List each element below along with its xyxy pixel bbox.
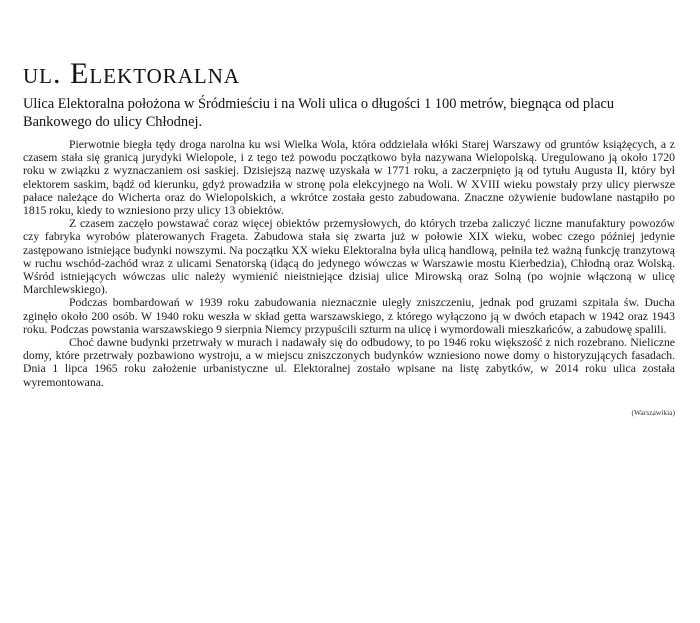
page-title: ul. Elektoralna <box>23 57 241 90</box>
body-paragraph: Podczas bombardowań w 1939 roku zabudowania nieznacznie uległy zniszczeniu, jednak pod gruzami szpitala św. Ducha zginęło około 200 osób. W 1940 roku weszła w skład getta warszawskiego, z którego wyłączono ją w dwóch etapach w 1942 oraz 1943 roku. Podczas powstania warszawskiego 9 sierpnia Niemcy przypuścili szturm na ulicę i wymordowali mieszkańców, a zabudowę spalili. <box>23 296 675 336</box>
article-body <box>23 138 675 389</box>
lead-paragraph: Ulica Elektoralna położona w Śródmieściu i na Woli ulica o długości 1 100 metrów, biegnąca od placu Bankowego do ulicy Chłodnej. <box>23 96 615 130</box>
body-paragraph: Choć dawne budynki przetrwały w murach i nadawały się do odbudowy, to po 1946 roku większość z nich rozebrano. Nieliczne domy, które przetrwały pozbawiono wystroju, a w miejscu zniszczonych budynków wzniesiono nowe domy o historyzujących fasadach. Dnia 1 lipca 1965 roku założenie urbanistyczne ul. Elektoralnej zostało wpisane na listę zabytków, w 2014 roku ulica została wyremontowana. <box>23 336 675 389</box>
body-paragraph: Z czasem zaczęło powstawać coraz więcej obiektów przemysłowych, do których trzeba zaliczyć liczne manufaktury powozów czy fabryka wyrobów platerowanych Frageta. Zabudowa stała się zwarta już w połowie XIX wieku, wobec czego później jedynie zastępowano istniejące budynki nowszymi. Na początku XX wieku Elektoralna była ulicą handlową, pełniła też ważną funkcję tranzytową w ruchu wschód-zachód wraz z ulicami Senatorską (idącą do jedynego wówczas w Warszawie mostu Kierbedzia), Chłodną oraz Wolską. Wśród istniejących wówczas ulic należy wymienić nieistniejące dzisiaj ulice Mirowską oraz Solną (po wojnie włączoną w ulicę Marchlewskiego). <box>23 217 675 297</box>
body-paragraph: Pierwotnie biegła tędy droga narolna ku wsi Wielka Wola, która oddzielała włóki Starej Warszawy od gruntów książęcych, a z czasem stała się granicą jurydyki Wielopole, i z tego też powodu początkowo była nazywana Wielopolską. Uregulowano ją około 1720 roku w związku z wyznaczaniem osi saskiej. Dzisiejszą nazwę uzyskała w 1771 roku, a zaczerpnięto ją od tytułu Augusta II, który był elektorem saskim, bądź od kierunku, gdyż prowadziła w stronę pola elekcyjnego na Woli. W XVIII wieku powstały przy ulicy pierwsze pałace należące do Wicherta oraz do Wielopolskich, a wkrótce została gesto zabudowana. Znaczne ożywienie budowlane nastąpiło po 1815 roku, kiedy to wzniesiono przy ulicy 13 obiektów. <box>23 138 675 218</box>
source-note: (Warszawikia) <box>631 408 675 417</box>
